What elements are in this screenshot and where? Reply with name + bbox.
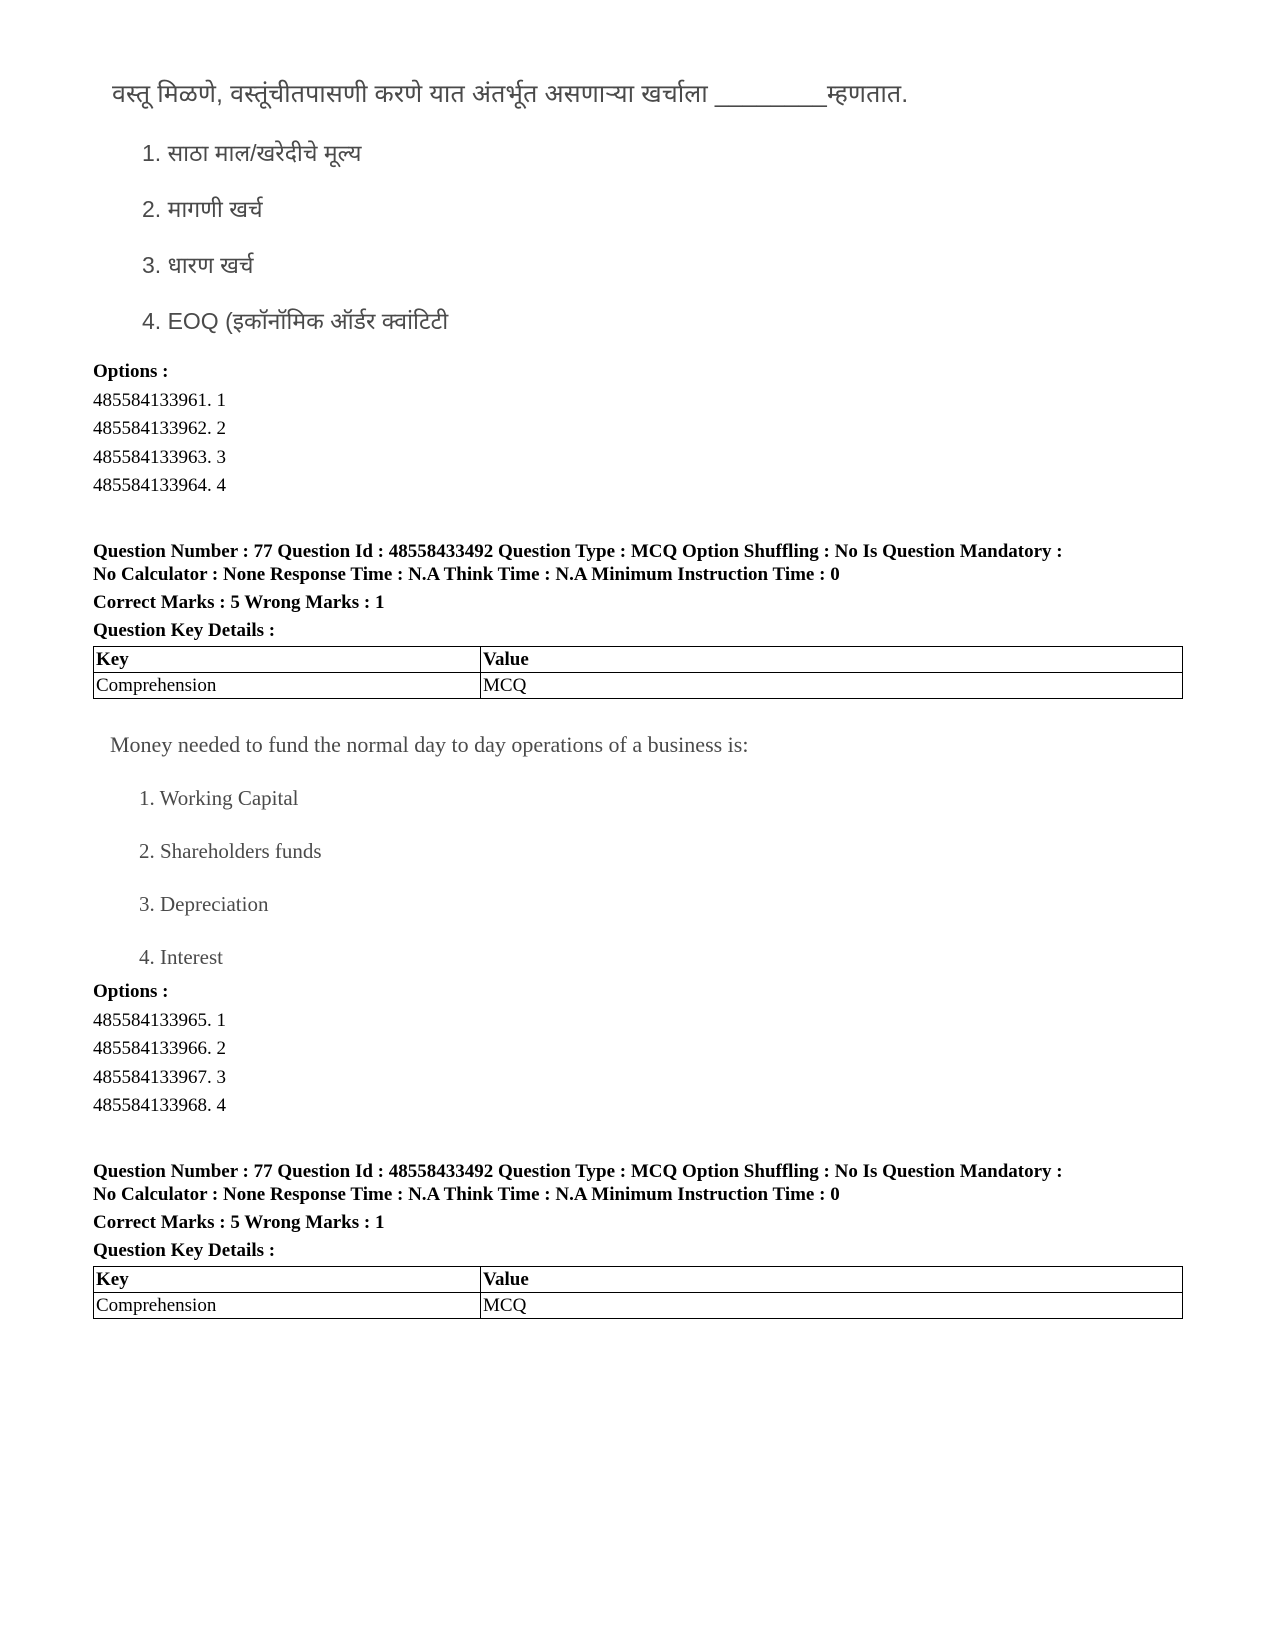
choice-item: 4. Interest	[139, 945, 223, 969]
table-header-row	[94, 647, 1183, 673]
choice-item: 4. EOQ (इकॉनॉमिक ऑर्डर क्वांटिटी	[142, 308, 449, 334]
option-id: 485584133961. 1	[93, 389, 226, 411]
marks-line: Correct Marks : 5 Wrong Marks : 1	[93, 1212, 385, 1233]
choice-item: 1. Working Capital	[139, 786, 299, 810]
choice-item: 3. Depreciation	[139, 892, 269, 916]
question-meta	[93, 540, 1183, 699]
question-choices-english	[139, 786, 322, 998]
key-details-table	[93, 1266, 1183, 1319]
meta-line: No Calculator : None Response Time : N.A Think Time : N.A Minimum Instruction Time : 0	[93, 1184, 840, 1205]
options-section	[93, 978, 1183, 1121]
table-cell-key: Comprehension	[94, 1293, 481, 1319]
choice-item: 3. धारण खर्च	[142, 252, 254, 278]
option-id: 485584133965. 1	[93, 1009, 226, 1031]
question-choices-marathi	[142, 136, 448, 360]
option-id: 485584133967. 3	[93, 1066, 226, 1088]
choice-item: 1. साठा माल/खरेदीचे मूल्य	[142, 140, 362, 166]
table-cell-key: Comprehension	[94, 673, 481, 699]
option-id: 485584133964. 4	[93, 475, 226, 496]
option-id: 485584133968. 4	[93, 1095, 226, 1116]
choice-item: 2. मागणी खर्च	[142, 196, 263, 222]
table-row	[94, 673, 1183, 699]
key-details-heading: Question Key Details :	[93, 620, 276, 641]
marks-line: Correct Marks : 5 Wrong Marks : 1	[93, 592, 385, 613]
table-header-key: Key	[94, 1267, 481, 1293]
option-id: 485584133966. 2	[93, 1038, 226, 1059]
question-meta	[93, 1160, 1183, 1319]
option-id: 485584133962. 2	[93, 418, 226, 439]
meta-line: No Calculator : None Response Time : N.A Think Time : N.A Minimum Instruction Time : 0	[93, 564, 840, 585]
table-row	[94, 1293, 1183, 1319]
choice-item: 2. Shareholders funds	[139, 839, 322, 863]
table-header-row	[94, 1267, 1183, 1293]
question-text-english: Money needed to fund the normal day to day operations of a business is:	[110, 732, 749, 757]
key-details-heading: Question Key Details :	[93, 1240, 276, 1261]
option-id: 485584133963. 3	[93, 446, 226, 468]
options-section	[93, 358, 1183, 501]
table-header-key: Key	[94, 647, 481, 673]
key-details-table	[93, 646, 1183, 699]
table-cell-value: MCQ	[481, 1293, 1183, 1319]
table-header-value: Value	[481, 647, 1183, 673]
table-header-value: Value	[481, 1267, 1183, 1293]
table-cell-value: MCQ	[481, 673, 1183, 699]
options-heading: Options :	[93, 981, 169, 1002]
options-heading: Options :	[93, 361, 169, 382]
question-text-marathi: वस्तू मिळणे, वस्तूंचीतपासणी करणे यात अंतर्भूत असणाऱ्या खर्चाला ________म्हणतात.	[112, 80, 909, 108]
meta-line: Question Number : 77 Question Id : 48558433492 Question Type : MCQ Option Shuffling : No Is Question Mandatory :	[93, 1161, 1063, 1182]
meta-line: Question Number : 77 Question Id : 48558433492 Question Type : MCQ Option Shuffling : No Is Question Mandatory :	[93, 541, 1063, 562]
